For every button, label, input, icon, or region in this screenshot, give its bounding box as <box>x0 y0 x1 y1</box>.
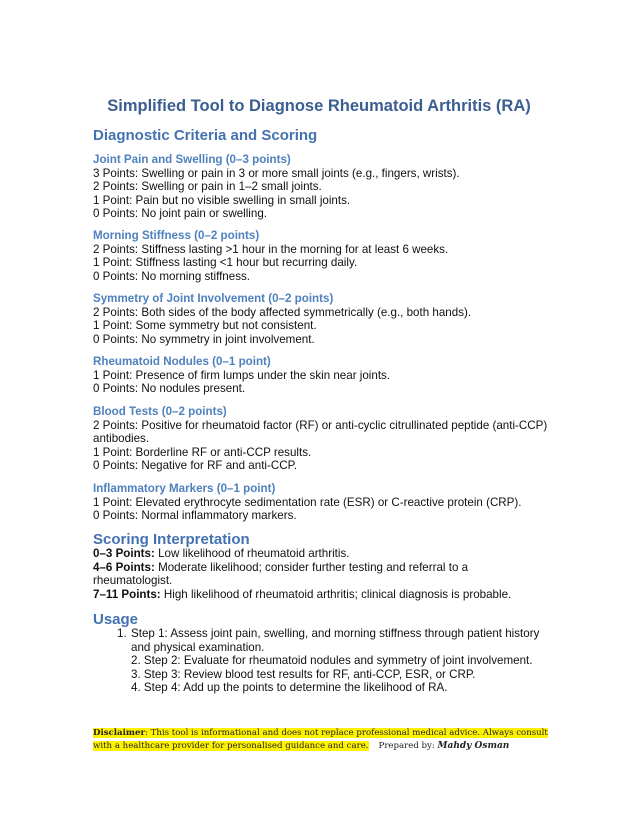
disclaimer-text: : This tool is informational and does not replace professional medical advice. Always consult with a healthcare provider for personalised guidance and care. <box>93 728 548 751</box>
criteria-line: 1 Point: Elevated erythrocyte sedimentation rate (ESR) or C-reactive protein (CRP). <box>93 495 522 509</box>
usage-step-text: Step 1: Assess joint pain, swelling, and morning stiffness through patient history and physical examination. <box>131 627 540 654</box>
usage-heading: Usage <box>93 611 139 628</box>
interpretation-label: 4–6 Points: <box>93 560 155 574</box>
criteria-line: 0 Points: No morning stiffness. <box>93 269 251 283</box>
criteria-line: 3 Points: Swelling or pain in 3 or more small joints (e.g., fingers, wrists). <box>93 166 460 180</box>
usage-step <box>117 627 557 654</box>
criteria-line: 1 Point: Borderline RF or anti-CCP results. <box>93 445 312 459</box>
usage-step: 2. Step 2: Evaluate for rheumatoid nodules and symmetry of joint involvement. <box>131 654 533 668</box>
section-title: Morning Stiffness (0–2 points) <box>93 229 260 242</box>
interpretation-item <box>93 547 543 561</box>
criteria-section-nodules <box>93 355 553 396</box>
section-title: Blood Tests (0–2 points) <box>93 405 227 418</box>
interpretation-label: 7–11 Points: <box>93 587 161 601</box>
document-title: Simplified Tool to Diagnose Rheumatoid Arthritis (RA) <box>107 97 531 115</box>
usage-step: 4. Step 4: Add up the points to determine the likelihood of RA. <box>131 681 448 695</box>
criteria-line: 1 Point: Presence of firm lumps under the skin near joints. <box>93 368 391 382</box>
section-title: Rheumatoid Nodules (0–1 point) <box>93 355 271 368</box>
criteria-line: 0 Points: Normal inflammatory markers. <box>93 509 297 523</box>
author-signature: Mahdy Osman <box>437 741 510 751</box>
interpretation-text: High likelihood of rheumatoid arthritis; clinical diagnosis is probable. <box>160 587 512 601</box>
criteria-line: 1 Point: Some symmetry but not consistent. <box>93 319 317 333</box>
interpretation-heading: Scoring Interpretation <box>93 531 250 548</box>
section-title: Symmetry of Joint Involvement (0–2 points) <box>93 292 334 305</box>
criteria-section-morning-stiffness <box>93 229 553 283</box>
criteria-line: 2 Points: Stiffness lasting >1 hour in the morning for at least 6 weeks. <box>93 242 449 256</box>
criteria-line: 2 Points: Swelling or pain in 1–2 small joints. <box>93 180 322 194</box>
interpretation-list <box>93 547 543 601</box>
interpretation-text: Moderate likelihood; consider further testing and referral to a rheumatologist. <box>93 560 469 588</box>
interpretation-label: 0–3 Points: <box>93 547 155 560</box>
section-title: Joint Pain and Swelling (0–3 points) <box>93 153 291 166</box>
criteria-section-symmetry <box>93 292 553 346</box>
criteria-line: 2 Points: Both sides of the body affected symmetrically (e.g., both hands). <box>93 305 472 319</box>
interpretation-item <box>93 561 543 588</box>
disclaimer-label: Disclaimer <box>93 728 145 738</box>
criteria-line: 0 Points: Negative for RF and anti-CCP. <box>93 459 298 473</box>
criteria-line: 2 Points: Positive for rheumatoid factor (RF) or anti-cyclic citrullinated peptide (anti-CCP) antibodies. <box>93 418 548 446</box>
criteria-section-joint-pain <box>93 153 553 221</box>
criteria-line: 1 Point: Stiffness lasting <1 hour but recurring daily. <box>93 256 358 270</box>
interpretation-text: Low likelihood of rheumatoid arthritis. <box>154 547 350 560</box>
criteria-line: 0 Points: No symmetry in joint involvement. <box>93 332 315 346</box>
criteria-line: 0 Points: No joint pain or swelling. <box>93 207 267 221</box>
usage-step: 3. Step 3: Review blood test results for RF, anti-CCP, ESR, or CRP. <box>131 667 476 681</box>
usage-step-number: 1. <box>117 627 127 640</box>
section-title: Inflammatory Markers (0–1 point) <box>93 482 276 495</box>
criteria-section-blood-tests <box>93 405 553 473</box>
interpretation-item <box>93 588 543 602</box>
criteria-heading: Diagnostic Criteria and Scoring <box>93 127 318 144</box>
criteria-section-inflammatory-markers <box>93 482 553 523</box>
criteria-line: 0 Points: No nodules present. <box>93 382 246 396</box>
disclaimer <box>93 727 553 753</box>
prepared-by-label: Prepared by: <box>378 741 435 751</box>
criteria-line: 1 Point: Pain but no visible swelling in small joints. <box>93 193 351 207</box>
usage-list <box>117 627 557 695</box>
